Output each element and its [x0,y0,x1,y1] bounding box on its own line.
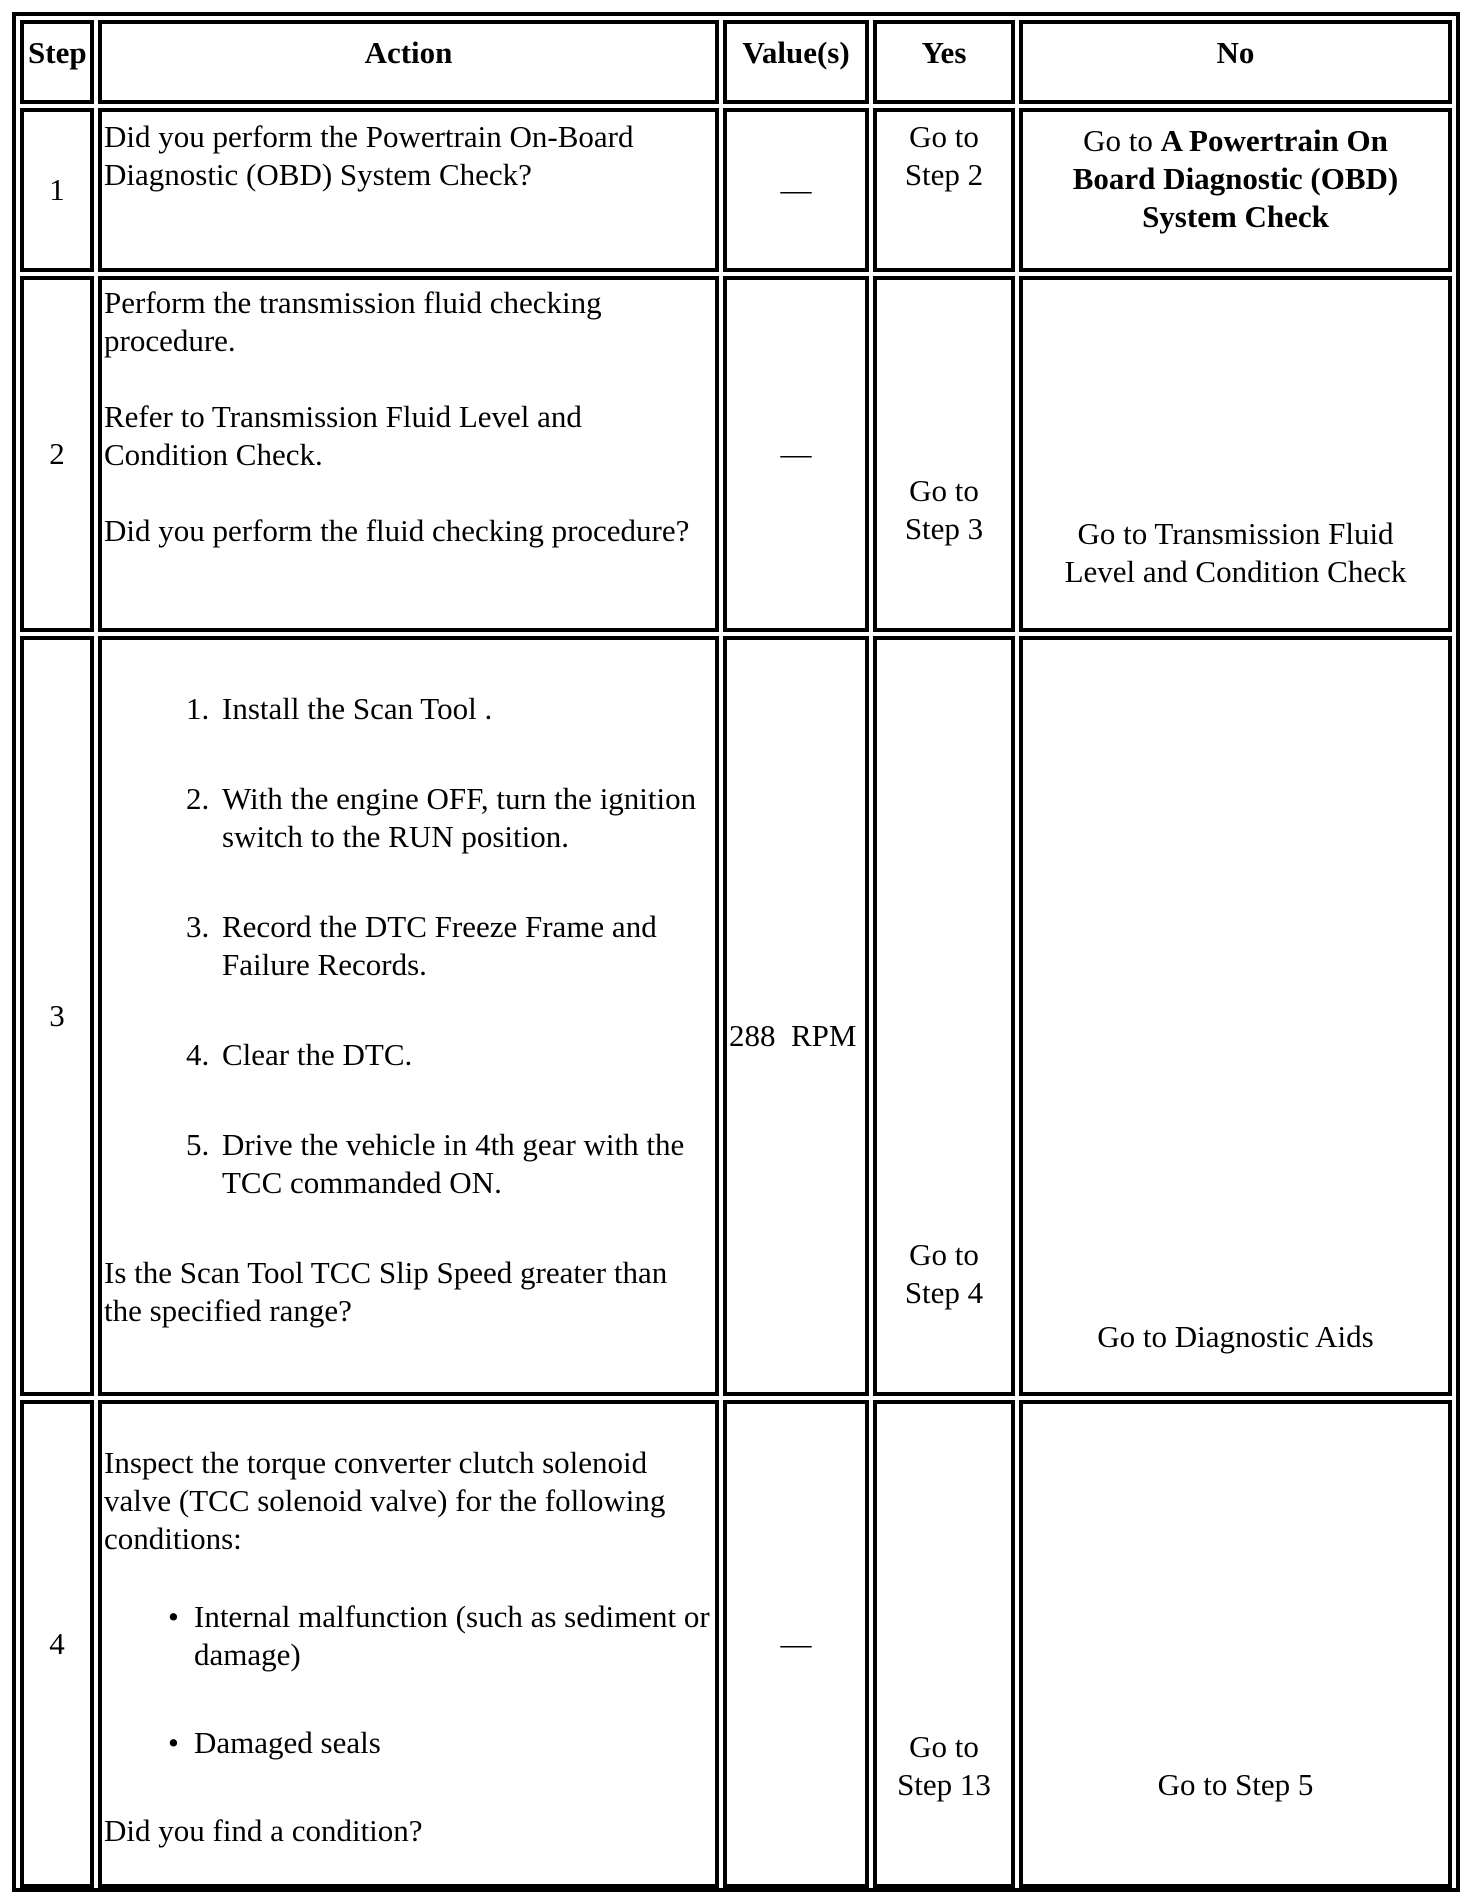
row2-step-number: 2 [49,436,65,471]
header-action [98,20,719,104]
row3-step-list [104,690,711,1202]
row1-no-link-line1[interactable]: A Powertrain On [1160,123,1388,158]
row4-step-number: 4 [49,1626,65,1661]
row3-yes[interactable] [873,636,1015,1396]
list-item: 2. With the engine OFF, turn the ignition switch to the RUN position. [186,781,697,854]
header-yes [873,20,1015,104]
row1-no[interactable] [1019,108,1452,272]
row4-action [98,1400,719,1888]
header-step [20,20,94,104]
row2-no-line1: Go to Transmission Fluid [1077,516,1394,551]
row1-no-link-line3[interactable]: System Check [1142,199,1329,234]
list-item: • Internal malfunction (such as sediment or damage) [168,1599,710,1672]
row4-action-intro: Inspect the torque converter clutch solenoid valve (TCC solenoid valve) for the following conditions: [104,1445,666,1556]
row1-action [98,108,719,272]
row3-no-line1: Go to Diagnostic Aids [1097,1319,1374,1354]
row1-no-prefix: Go to [1083,123,1161,158]
row4-yes[interactable] [873,1400,1015,1888]
row2-value-text: — [780,436,812,471]
row1-no-link-line2[interactable]: Board Diagnostic (OBD) [1072,161,1399,196]
row3-no[interactable] [1019,636,1452,1396]
row2-action-text-1: Perform the transmission fluid checking procedure. [104,285,602,358]
row3-yes-line2: Step 4 [904,1275,984,1310]
row1-value [723,108,869,272]
header-values-label: Value(s) [742,35,850,70]
row4-condition-list [104,1598,711,1762]
row4-yes-line1: Go to [909,1729,979,1764]
row1-yes-line1: Go to [909,119,979,154]
row2-yes-line1: Go to [909,473,979,508]
row1-action-text: Did you perform the Powertrain On-Board Diagnostic (OBD) System Check? [104,119,634,192]
bullet-icon: • [168,1725,179,1760]
row2-action [98,276,719,632]
row2-yes[interactable] [873,276,1015,632]
header-no [1019,20,1452,104]
header-step-label: Step [28,35,87,70]
row2-step [20,276,94,632]
row4-no[interactable] [1019,1400,1452,1888]
row2-no-line2: Level and Condition Check [1064,554,1407,589]
header-values [723,20,869,104]
row3-action [98,636,719,1396]
header-yes-label: Yes [921,35,967,70]
list-item: 4. Clear the DTC. [186,1037,413,1072]
header-action-label: Action [364,35,453,70]
row3-action-question: Is the Scan Tool TCC Slip Speed greater than the specified range? [104,1255,668,1328]
row3-yes-line1: Go to [909,1237,979,1272]
list-item: 1. Install the Scan Tool . [186,691,493,726]
row1-step [20,108,94,272]
row4-value [723,1400,869,1888]
row4-value-text: — [780,1626,812,1661]
list-item: 5. Drive the vehicle in 4th gear with the TCC commanded ON. [186,1127,685,1200]
row2-value [723,276,869,632]
row2-action-text-2: Refer to Transmission Fluid Level and Condition Check. [104,399,582,472]
row2-yes-line2: Step 3 [904,511,984,546]
list-item: 3. Record the DTC Freeze Frame and Failure Records. [186,909,657,982]
row3-value [723,636,869,1396]
row1-value-text: — [780,172,812,207]
row2-action-text-3: Did you perform the fluid checking procedure? [104,513,690,548]
row1-yes-line2: Step 2 [904,157,984,192]
row4-step [20,1400,94,1888]
row1-yes[interactable] [873,108,1015,272]
row3-step [20,636,94,1396]
list-item: • Damaged seals [168,1725,381,1760]
row1-step-number: 1 [49,172,65,207]
row2-no[interactable] [1019,276,1452,632]
row4-no-line1: Go to Step 5 [1157,1767,1314,1802]
row4-action-question: Did you find a condition? [104,1813,423,1848]
bullet-icon: • [168,1599,179,1634]
row4-yes-line2: Step 13 [897,1767,991,1802]
row3-value-text: 288 RPM [729,1018,857,1053]
row3-step-number: 3 [49,998,65,1033]
header-no-label: No [1216,35,1255,70]
